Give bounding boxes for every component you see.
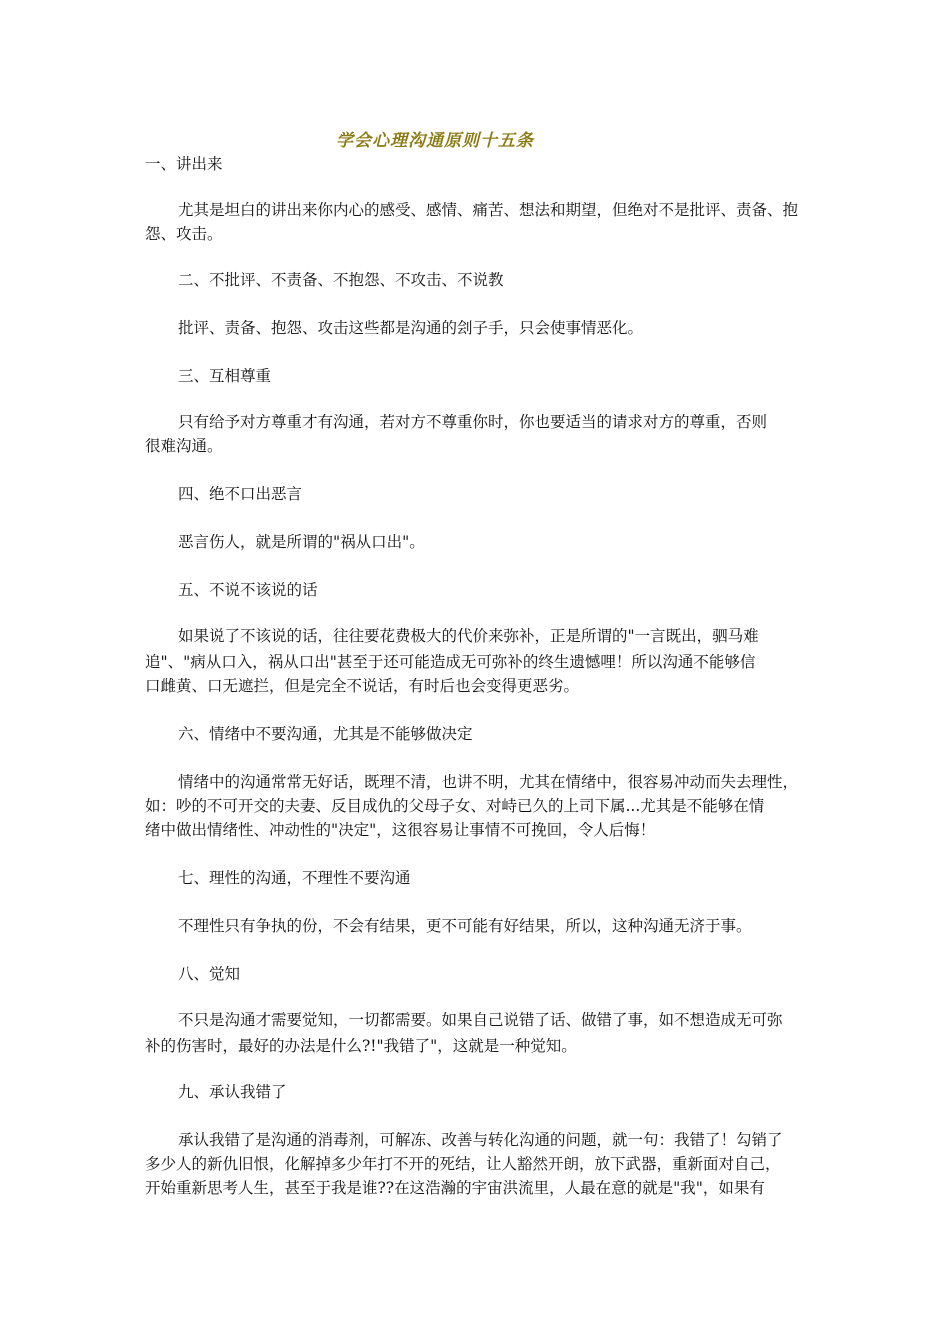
heading-9: 九、承认我错了 bbox=[178, 1083, 287, 1101]
heading-7: 七、理性的沟通，不理性不要沟通 bbox=[178, 869, 411, 887]
paragraph-line: 补的伤害时，最好的办法是什么?!"我错了"，这就是一种觉知。 bbox=[145, 1037, 577, 1055]
heading-4: 四、绝不口出恶言 bbox=[178, 485, 303, 503]
document-title: 学会心理沟通原则十五条 bbox=[336, 131, 534, 151]
paragraph-line: 怨、攻击。 bbox=[145, 225, 223, 243]
paragraph-line: 恶言伤人，就是所谓的"祸从口出"。 bbox=[178, 533, 425, 551]
paragraph-line: 如果说了不该说的话，往往要花费极大的代价来弥补，正是所谓的"一言既出，驷马难 bbox=[178, 627, 759, 645]
paragraph-line: 不理性只有争执的份，不会有结果，更不可能有好结果，所以，这种沟通无济于事。 bbox=[178, 917, 752, 935]
paragraph-line: 多少人的新仇旧恨，化解掉多少年打不开的死结，让人豁然开朗，放下武器，重新面对自己， bbox=[145, 1155, 781, 1173]
paragraph-line: 批评、责备、抱怨、攻击这些都是沟通的刽子手，只会使事情恶化。 bbox=[178, 319, 644, 337]
heading-6: 六、情绪中不要沟通，尤其是不能够做决定 bbox=[178, 725, 473, 743]
paragraph-line: 承认我错了是沟通的消毒剂，可解冻、改善与转化沟通的问题，就一句：我错了！勾销了 bbox=[178, 1131, 783, 1149]
paragraph-line: 追"、"病从口入，祸从口出"甚至于还可能造成无可弥补的终生遗憾哩！所以沟通不能够信 bbox=[145, 653, 756, 671]
paragraph-line: 很难沟通。 bbox=[145, 437, 223, 455]
paragraph-line: 不只是沟通才需要觉知，一切都需要。如果自己说错了话、做错了事，如不想造成无可弥 bbox=[178, 1011, 783, 1029]
heading-8: 八、觉知 bbox=[178, 965, 241, 983]
heading-1: 一、讲出来 bbox=[145, 155, 223, 173]
paragraph-line: 如：吵的不可开交的夫妻、反目成仇的父母子女、对峙已久的上司下属...尤其是不能够在情 bbox=[145, 797, 765, 815]
paragraph-line: 绪中做出情绪性、冲动性的"决定"，这很容易让事情不可挽回，令人后悔！ bbox=[145, 821, 656, 839]
heading-2: 二、不批评、不责备、不抱怨、不攻击、不说教 bbox=[178, 271, 504, 289]
paragraph-line: 只有给予对方尊重才有沟通，若对方不尊重你时，你也要适当的请求对方的尊重，否则 bbox=[178, 413, 768, 431]
heading-5: 五、不说不该说的话 bbox=[178, 581, 318, 599]
paragraph-line: 情绪中的沟通常常无好话，既理不清，也讲不明，尤其在情绪中，很容易冲动而失去理性， bbox=[178, 773, 799, 791]
paragraph-line: 尤其是坦白的讲出来你内心的感受、感情、痛苦、想法和期望，但绝对不是批评、责备、抱 bbox=[178, 201, 799, 219]
heading-3: 三、互相尊重 bbox=[178, 367, 272, 385]
paragraph-line: 口雌黄、口无遮拦，但是完全不说话，有时后也会变得更恶劣。 bbox=[145, 677, 580, 695]
paragraph-line: 开始重新思考人生，甚至于我是谁??在这浩瀚的宇宙洪流里，人最在意的就是"我"，如果有 bbox=[145, 1179, 765, 1197]
